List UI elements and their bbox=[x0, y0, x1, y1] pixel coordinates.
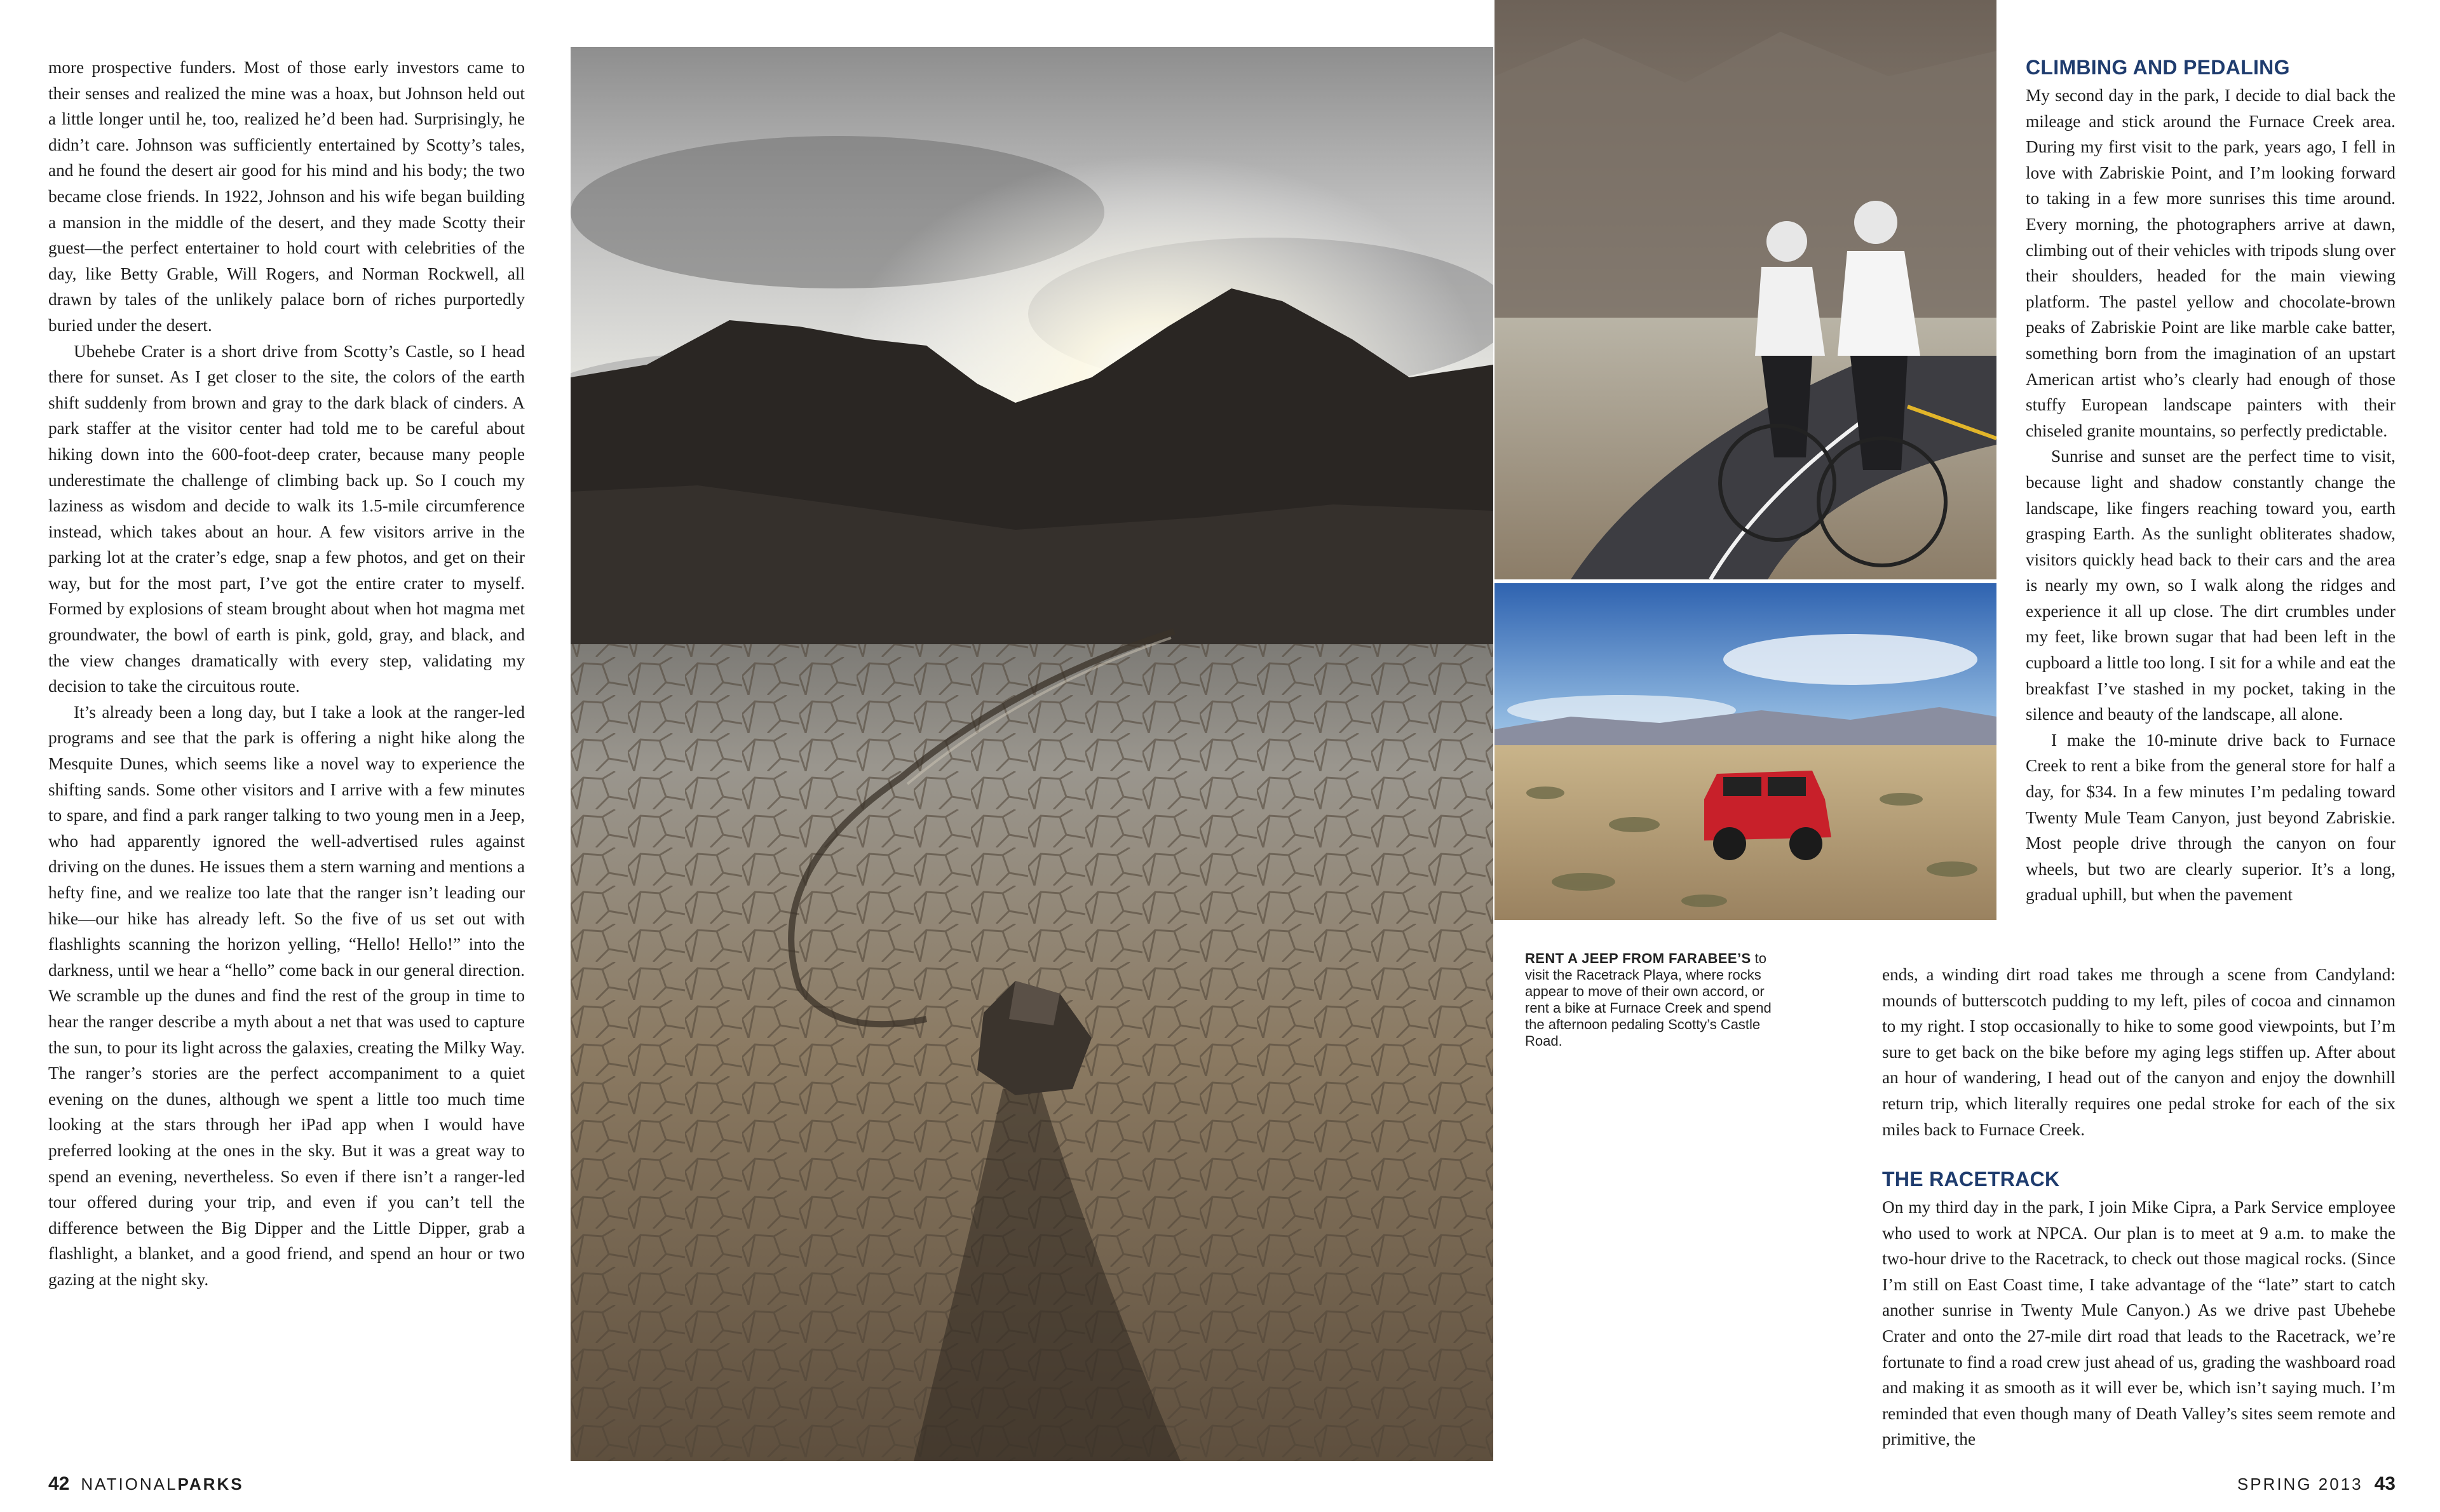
magazine-name bbox=[81, 1475, 243, 1494]
jeep-photo bbox=[1494, 579, 1996, 920]
paragraph: more prospective funders. Most of those early investors came to their senses and realized the mine was a hoax, but Johnson held out a little longer until he, too, realized he’d been had. Surprisingly, he didn’t care. Johnson was sufficiently entertained by Scotty’s tales, and he found the desert air good for his mind and his body; the two became close friends. In 1922, Johnson and his wife began building a mansion in the middle of the desert, and they made Scotty their guest—the perfect entertainer to hold court with celebrities of the day, like Betty Grable, Will Rogers, and Norman Rockwell, all drawn by tales of the unlikely palace born of riches purportedly buried under the desert. bbox=[48, 58, 525, 335]
magazine-name-bold: PARKS bbox=[177, 1475, 244, 1494]
cyclists-image bbox=[1494, 0, 1996, 579]
page-number-right: 43 bbox=[2374, 1473, 2396, 1494]
paragraph: I make the 10-minute drive back to Furnace Creek to rent a bike from the general store for half a day, for $34. In a few minutes I’m pedaling toward Twenty Mule Team Canyon, just beyond Zabriskie. Most people drive through the canyon on four wheels, but two are clearly superior. It’s a long, gradual uphill, but when the pavement bbox=[2026, 730, 2396, 905]
paragraph: Sunrise and sunset are the perfect time to visit, because light and shadow constantly change the landscape, like fingers reaching toward you, earth grasping Earth. As the sunlight obliterates shadow, visitors quickly head back to their cars and the area is nearly my own, so I walk along the ridges and experience it all up close. The dirt crumbles under my feet, like brown sugar that had been left in the cupboard a little too long. I sit for a while and eat the breakfast I’ve stashed in my pocket, taking in the silence and beauty of the landscape, all alone. bbox=[2026, 447, 2396, 724]
article-column-right-bottom bbox=[1882, 962, 2396, 1142]
paragraph: It’s already been a long day, but I take a look at the ranger-led programs and see that the park is offering a night hike along the Mesquite Dunes, which seems like a novel way to experience the shifting sands. Some other visitors and I arrive with a few minutes to spare, and find a park ranger talking to two young men in a Jeep, who had apparently ignored the well-advertised rules against driving on the dunes. He issues them a stern warning and mentions a hefty fine, and we realize too late that the ranger isn’t leading our hike—our hike has already left. So the five of us set out with flashlights scanning the horizon yelling, “Hello! Hello!” into the darkness, until we hear a “hello” come back in our general direction. We scramble up the dunes and find the rest of the group in time to hear the ranger describe a myth about a net that was used to capture the sun, to pour its light across the galaxies, creating the Milky Way. The ranger’s stories are the perfect accompaniment to a quiet evening on the dunes, although we spent a little too much time looking at the stars through her iPad app when I would have preferred looking at the ones in the sky. But it was a great way to spend an evening, nevertheless. So even if there isn’t a ranger-led tour offered during your trip, and even if you can’t tell the difference between the Big Dipper and the Little Dipper, grab a flashlight, a blanket, and a good friend, and spend an hour or two gazing at the night sky. bbox=[48, 702, 525, 1289]
footer-right bbox=[2237, 1475, 2396, 1493]
paragraph: On my third day in the park, I join Mike Cipra, a Park Service employee who used to work at NPCA. Our plan is to meet at 9 a.m. to make the two-hour drive to the Racetrack, to check out those magical rocks. (Since I’m still on East Coast time, I take advantage of the “late” start to catch another sunrise in Twenty Mule Canyon.) As we drive past Ubehebe Crater and onto the 27-mile dirt road that leads to the Racetrack, we’re fortunate to find a road crew just ahead of us, grading the washboard road and making it as smooth as it will ever be, which isn’t saying much. I’m reminded that even though many of Death Valley’s sites seem remote and primitive, the bbox=[1882, 1198, 2396, 1449]
footer-left bbox=[48, 1475, 244, 1493]
paragraph: Ubehebe Crater is a short drive from Scotty’s Castle, so I head there for sunset. As I get closer to the site, the colors of the earth shift suddenly from brown and gray to the dark black of cinders. A park staffer at the visitor center had told me to be careful about hiking down into the 600-foot-deep crater, because many people underestimate the challenge of climbing back up. So I couch my laziness as wisdom and decide to walk its 1.5-mile circumference instead, which takes about an hour. A few visitors arrive in the parking lot at the crater’s edge, snap a few photos, and get on their way, but for the most part, I’ve got the entire crater to myself. Formed by explosions of steam brought about when hot magma met groundwater, the bowl of earth is pink, gold, gray, and black, and the view changes dramatically with every step, validating my decision to take the circuitous route. bbox=[48, 341, 525, 696]
cyclists-photo bbox=[1494, 0, 1996, 579]
photo-caption bbox=[1525, 950, 1792, 1050]
jeep-image bbox=[1494, 583, 1996, 920]
sailing-stone-image bbox=[571, 47, 1493, 1461]
section-heading-racetrack: THE RACETRACK bbox=[1882, 1168, 2060, 1191]
magazine-name-light: NATIONAL bbox=[81, 1475, 178, 1494]
section-heading-climbing: CLIMBING AND PEDALING bbox=[2026, 56, 2290, 79]
caption-lead: RENT A JEEP FROM FARABEE’S bbox=[1525, 950, 1751, 966]
racetrack-playa-photo bbox=[571, 47, 1493, 1461]
paragraph: My second day in the park, I decide to dial back the mileage and stick around the Furnace Creek area. During my first visit to the park, years ago, I fell in love with Zabriskie Point, and I’m looking forward to taking in a few more sunrises this time around. Every morning, the photographers arrive at dawn, climbing out of their vehicles with tripods slung over their shoulders, headed for the main viewing platform. The pastel yellow and chocolate-brown peaks of Zabriskie Point are like marble cake batter, something born from the imagination of an upstart American artist who’s clearly had enough of those stuffy European landscape painters with their chiseled granite mountains, so perfectly predictable. bbox=[2026, 86, 2396, 440]
paragraph: ends, a winding dirt road takes me through a scene from Candyland: mounds of butterscotch pudding to my left, piles of cocoa and cinnamon to my right. I stop occasionally to hike to some good viewpoints, but I’m sure to get back on the bike before my aging legs stiffen up. After about an hour of wandering, I head out of the canyon and enjoy the downhill return trip, which literally requires one pedal stroke for each of the six miles back to Furnace Creek. bbox=[1882, 965, 2396, 1139]
article-column-right-top bbox=[2026, 55, 2396, 908]
article-column-racetrack bbox=[1882, 1166, 2396, 1452]
page-number-left: 42 bbox=[48, 1473, 70, 1494]
article-column-left bbox=[48, 55, 525, 1293]
issue-date: SPRING 2013 bbox=[2237, 1475, 2363, 1494]
caption-text: to visit the Racetrack Playa, where rocks appear to move of their own accord, or rent a bike at Furnace Creek and spend the afternoon pedaling Scotty’s Castle Road. bbox=[1525, 950, 1772, 1049]
